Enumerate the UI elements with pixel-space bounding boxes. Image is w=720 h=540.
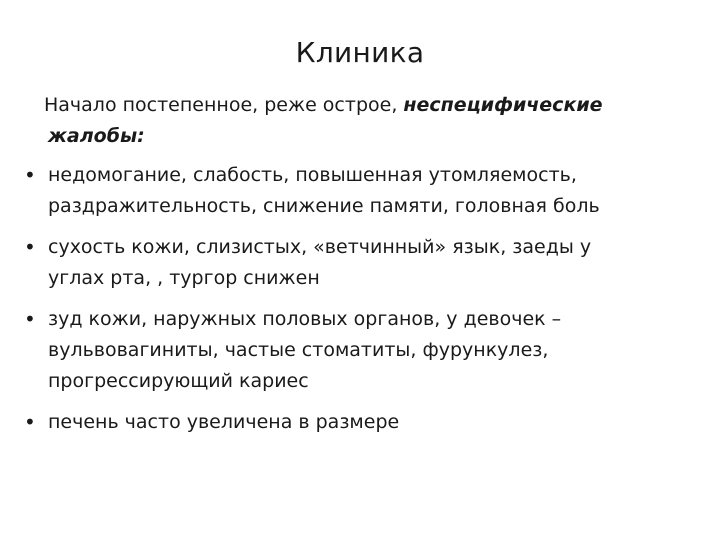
list-item-line: вульвовагиниты, частые стоматиты, фурункулез, — [48, 339, 549, 361]
intro-emphasis-2: жалобы: — [48, 125, 145, 147]
intro-paragraph — [44, 90, 694, 152]
intro-emphasis-1: неспецифические — [403, 94, 603, 116]
bullet-icon: • — [24, 235, 36, 259]
bullet-icon: • — [24, 307, 36, 331]
list-item-line: прогрессирующий кариес — [48, 370, 309, 392]
bullet-icon: • — [24, 163, 36, 187]
list-item — [24, 407, 704, 438]
list-item-line: печень часто увеличена в размере — [48, 411, 400, 433]
list-item-line: раздражительность, снижение памяти, головная боль — [48, 195, 600, 217]
list-item — [24, 304, 704, 397]
list-item-line: недомогание, слабость, повышенная утомляемость, — [48, 164, 577, 186]
bullet-icon: • — [24, 410, 36, 434]
list-item-line: углах рта, , тургор снижен — [48, 267, 320, 289]
list-item-line: зуд кожи, наружных половых органов, у девочек – — [48, 308, 562, 330]
intro-lead: Начало постепенное, реже острое, — [44, 94, 404, 116]
list-item — [24, 160, 704, 222]
list-item-line: сухость кожи, слизистых, «ветчинный» язык, заеды у — [48, 236, 592, 258]
list-item — [24, 232, 704, 294]
symptom-list — [24, 160, 704, 448]
slide-title: Клиника — [295, 36, 425, 69]
intro-line-2 — [44, 121, 694, 152]
